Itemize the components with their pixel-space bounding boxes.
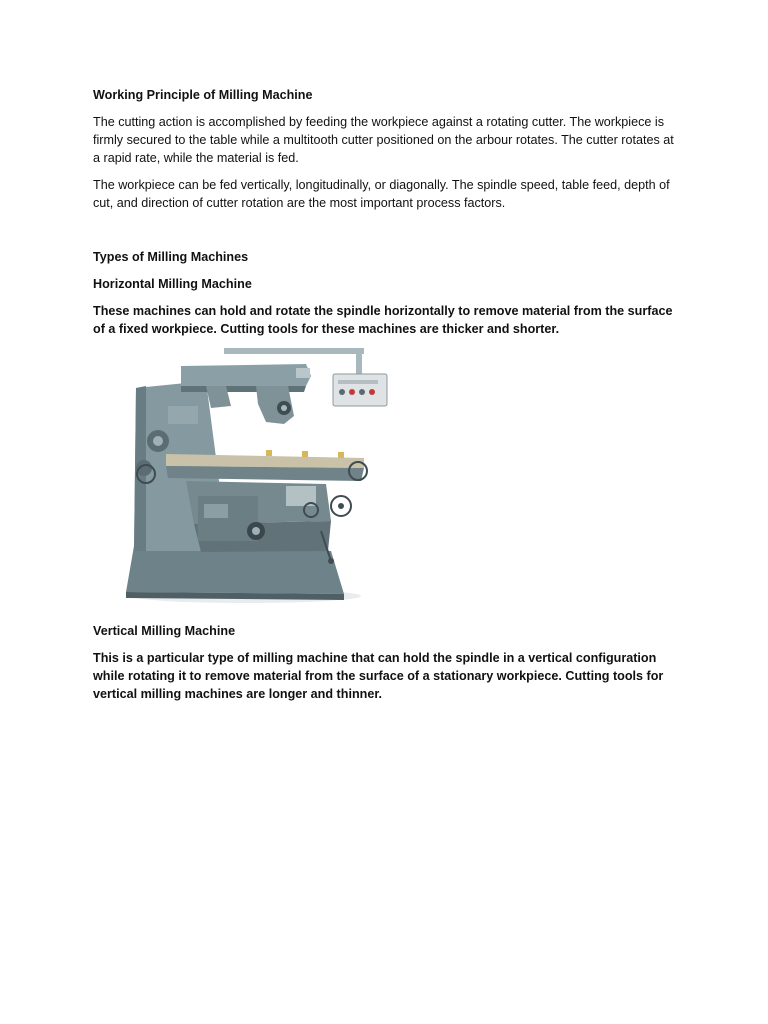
paragraph-vertical-description: This is a particular type of milling machine that can hold the spindle in a vertical configuration while rotating it to remove material from the surface of a stationary workpiece. Cutting tools for vertical milling machines are longer and thinner. [93,651,664,701]
horizontal-milling-machine-image [106,346,406,608]
horizontal-milling-machine-icon [106,346,406,608]
paragraph-feed-directions: The workpiece can be fed vertically, longitudinally, or diagonally. The spindle speed, table feed, depth of cut, and direction of cutter rotation are the most important process factors. [93,178,670,210]
heading-working-principle: Working Principle of Milling Machine [93,88,313,102]
heading-vertical-milling-machine: Vertical Milling Machine [93,624,236,638]
paragraph-horizontal-description: These machines can hold and rotate the spindle horizontally to remove material from the surface of a fixed workpiece. Cutting tools for these machines are thicker and shorter. [93,304,673,336]
paragraph-cutting-action: The cutting action is accomplished by feeding the workpiece against a rotating cutter. The workpiece is firmly secured to the table while a multitooth cutter positioned on the arbour rotates. The cutter rotates at a rapid rate, while the material is fed. [93,115,674,165]
heading-horizontal-milling-machine: Horizontal Milling Machine [93,277,252,291]
document-content [93,86,677,703]
heading-types-of-milling-machines: Types of Milling Machines [93,250,249,264]
